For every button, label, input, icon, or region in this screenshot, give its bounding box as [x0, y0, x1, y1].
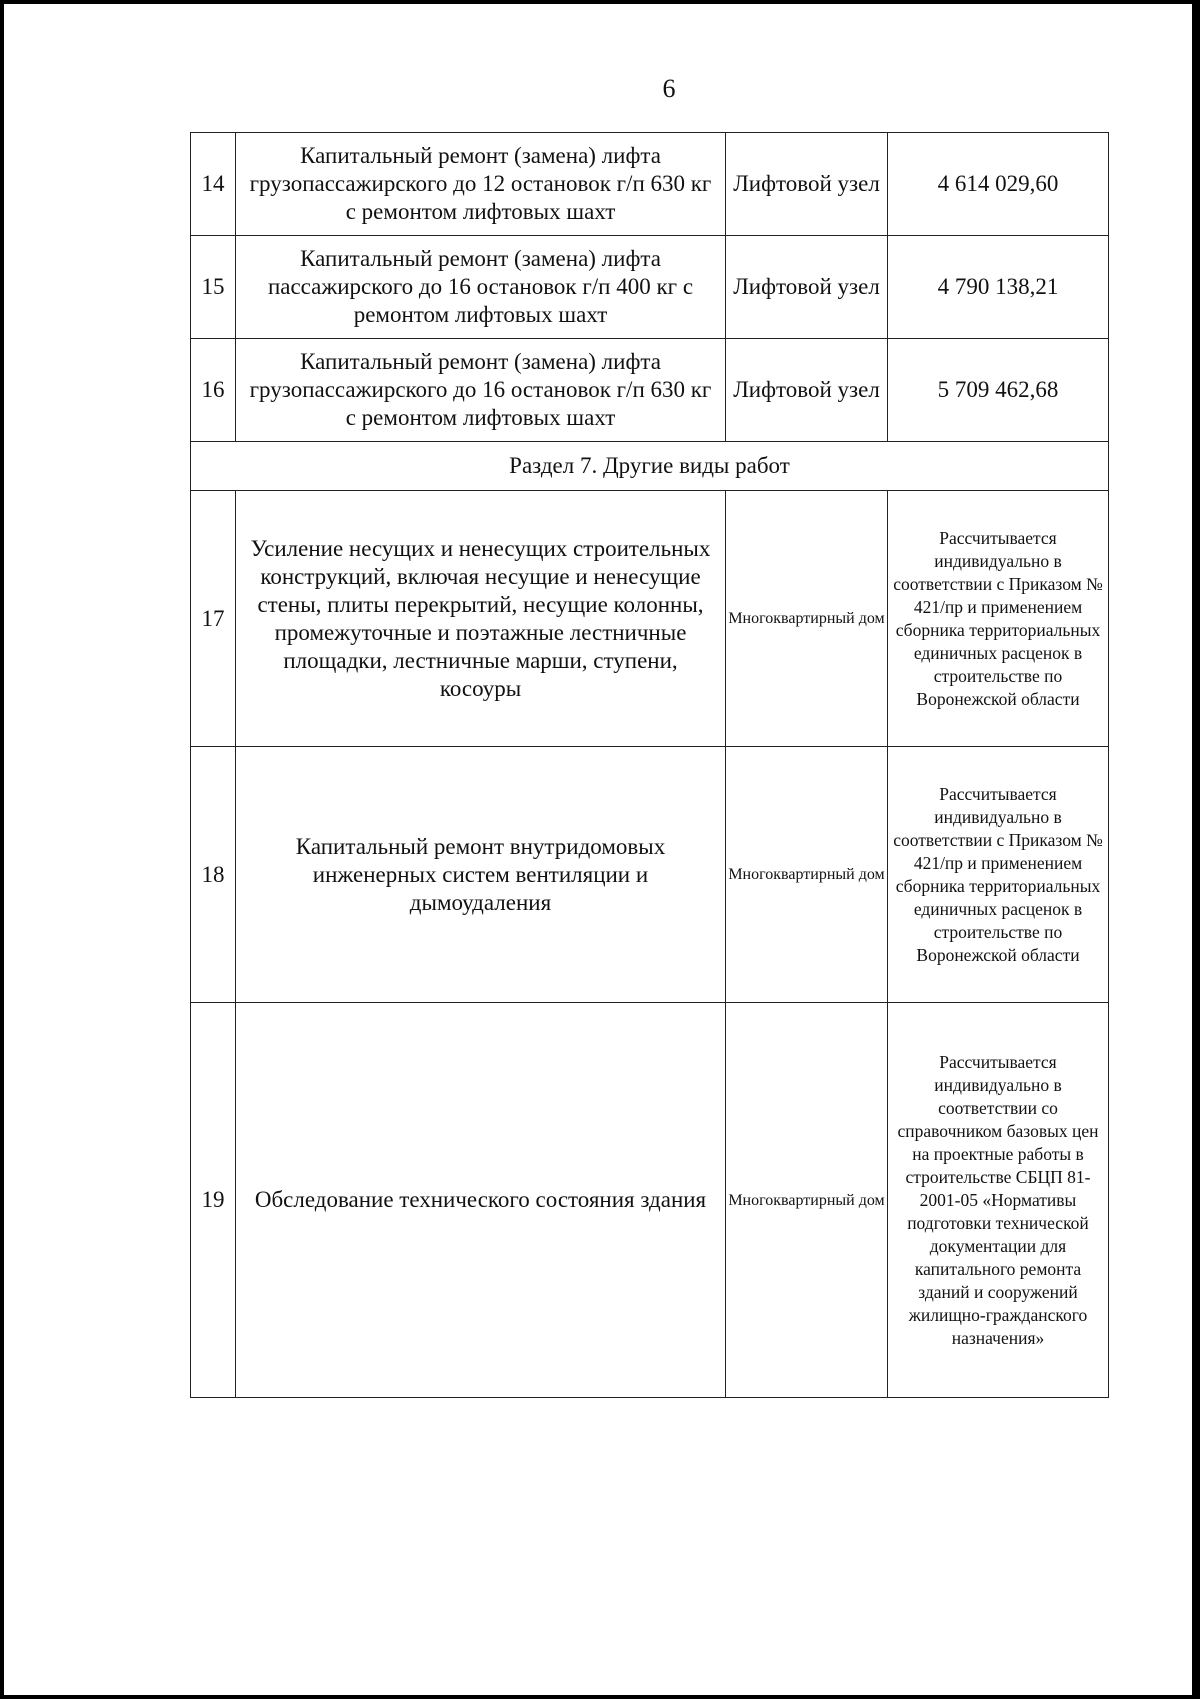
row-number: 17	[191, 491, 236, 747]
work-cost: 5 709 462,68	[888, 339, 1109, 442]
work-unit: Многоквартирный дом	[726, 491, 888, 747]
document-page	[4, 4, 1192, 1695]
work-unit: Лифтовой узел	[726, 339, 888, 442]
table-row	[191, 491, 1109, 747]
row-number: 18	[191, 747, 236, 1003]
table-row	[191, 236, 1109, 339]
work-cost: Рассчитывается индивидуально в соответствии со справочником базовых цен на проектные работы в строительстве СБЦП 81-2001-05 «Нормативы подготовки технической документации для капитального ремонта зданий и сооружений жилищно-гражданского назначения»	[888, 1003, 1109, 1398]
work-description: Капитальный ремонт (замена) лифта грузопассажирского до 12 остановок г/п 630 кг с ремонтом лифтовых шахт	[236, 133, 726, 236]
row-number: 19	[191, 1003, 236, 1398]
section-title: Раздел 7. Другие виды работ	[191, 442, 1109, 491]
row-number: 15	[191, 236, 236, 339]
work-cost: Рассчитывается индивидуально в соответствии с Приказом № 421/пр и применением сборника территориальных единичных расценок в строительстве по Воронежской области	[888, 747, 1109, 1003]
work-unit: Лифтовой узел	[726, 236, 888, 339]
work-description: Капитальный ремонт внутридомовых инженерных систем вентиляции и дымоудаления	[236, 747, 726, 1003]
table-row	[191, 747, 1109, 1003]
section-row	[191, 442, 1109, 491]
work-cost: Рассчитывается индивидуально в соответствии с Приказом № 421/пр и применением сборника территориальных единичных расценок в строительстве по Воронежской области	[888, 491, 1109, 747]
row-number: 16	[191, 339, 236, 442]
table-row	[191, 339, 1109, 442]
work-description: Усиление несущих и ненесущих строительных конструкций, включая несущие и ненесущие стены, плиты перекрытий, несущие колонны, промежуточные и поэтажные лестничные площадки, лестничные марши, ступени, косоуры	[236, 491, 726, 747]
work-unit: Лифтовой узел	[726, 133, 888, 236]
work-unit: Многоквартирный дом	[726, 1003, 888, 1398]
work-cost: 4 614 029,60	[888, 133, 1109, 236]
work-unit: Многоквартирный дом	[726, 747, 888, 1003]
work-description: Капитальный ремонт (замена) лифта пассажирского до 16 остановок г/п 400 кг с ремонтом лифтовых шахт	[236, 236, 726, 339]
work-cost: 4 790 138,21	[888, 236, 1109, 339]
row-number: 14	[191, 133, 236, 236]
page-number: 6	[662, 74, 676, 103]
works-table	[190, 132, 1109, 1398]
table-row	[191, 133, 1109, 236]
table-row	[191, 1003, 1109, 1398]
work-description: Капитальный ремонт (замена) лифта грузопассажирского до 16 остановок г/п 630 кг с ремонтом лифтовых шахт	[236, 339, 726, 442]
work-description: Обследование технического состояния здания	[236, 1003, 726, 1398]
